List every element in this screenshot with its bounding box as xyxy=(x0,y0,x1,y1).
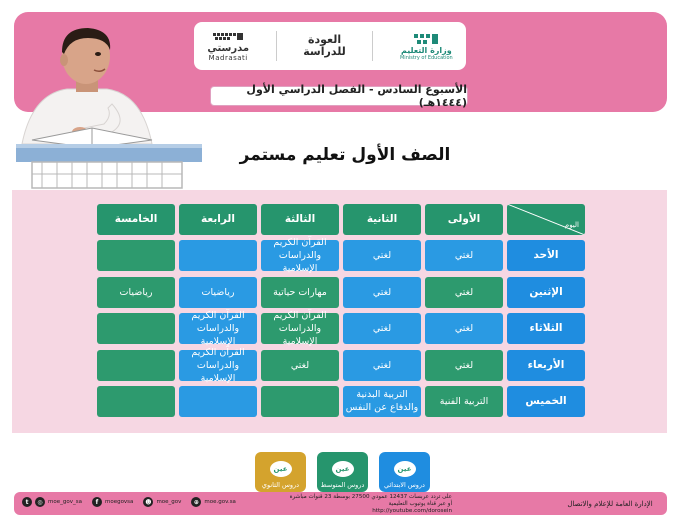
subject-cell: لغتي xyxy=(425,313,503,344)
ein-logo-icon: عين xyxy=(332,461,354,477)
ein-logo-icon: عين xyxy=(270,461,292,477)
ministry-emblem-icon xyxy=(412,32,440,46)
logo-divider xyxy=(372,31,373,61)
subject-cell: مهارات حياتية xyxy=(261,277,339,308)
subject-cell: القرآن الكريم والدراسات الإسلامية xyxy=(261,240,339,271)
schedule-grid xyxy=(98,204,585,418)
social-handle: moe_gov xyxy=(156,499,182,505)
subject-cell: رياضيات xyxy=(97,277,175,308)
contact-line: على تردد عربسات 12437 عمودي 27500 بوسطة 23 قنوات مباشرة xyxy=(289,494,452,500)
period-header: الأولى xyxy=(425,204,503,235)
logo-divider xyxy=(276,31,277,61)
snapchat-icon: ☻ xyxy=(145,498,152,506)
period-header: الثالثة xyxy=(261,204,339,235)
ministry-signature: الإدارة العامة للإعلام والاتصال xyxy=(567,500,653,508)
subject-cell: لغتي xyxy=(343,277,421,308)
social-handle: moe.gov.sa xyxy=(204,499,236,505)
apps-row xyxy=(255,452,430,492)
subject-cell: لغتي xyxy=(261,350,339,381)
subject-cell: القرآن الكريم والدراسات الإسلامية xyxy=(179,350,257,381)
logos-card xyxy=(194,22,466,70)
student-illustration xyxy=(12,24,202,190)
subject-cell: لغتي xyxy=(425,240,503,271)
subject-cell: لغتي xyxy=(343,313,421,344)
twitter-icon: t xyxy=(22,497,32,507)
social-handle: moegovsa xyxy=(104,499,134,505)
subject-cell: لغتي xyxy=(343,240,421,271)
back-to-school-logo xyxy=(303,34,346,58)
subject-cell xyxy=(97,313,175,344)
subject-cell: لغتي xyxy=(343,350,421,381)
social-web[interactable] xyxy=(191,497,236,507)
madrasati-logo xyxy=(207,31,249,62)
day-cell: الأحد xyxy=(507,240,585,271)
social-twitter[interactable] xyxy=(22,497,82,507)
subject-cell: التربية البدنية والدفاع عن النفس xyxy=(343,386,421,417)
ministry-logo xyxy=(400,32,453,61)
app-card-secondary[interactable] xyxy=(255,452,306,492)
subject-cell: القرآن الكريم والدراسات الإسلامية xyxy=(179,313,257,344)
day-cell: الأربعاء xyxy=(507,350,585,381)
period-header: الرابعة xyxy=(179,204,257,235)
web-icon: ⊕ xyxy=(191,497,201,507)
subject-cell: رياضيات xyxy=(179,277,257,308)
subject-cell xyxy=(179,240,257,271)
ein-logo-icon: عين xyxy=(394,461,416,477)
day-cell: الإثنين xyxy=(507,277,585,308)
subject-cell xyxy=(261,386,339,417)
back-to-school-line2: للدراسة xyxy=(303,45,346,58)
subject-cell xyxy=(97,240,175,271)
subject-cell xyxy=(97,386,175,417)
instagram-icon: ◎ xyxy=(35,497,45,507)
ministry-name-ar: وزارة التعليم xyxy=(400,45,452,55)
subject-cell xyxy=(97,350,175,381)
social-links xyxy=(22,497,236,507)
subject-cell xyxy=(179,386,257,417)
corner-day-label: اليوم xyxy=(564,221,579,229)
week-label: الأسبوع السادس - الفصل الدراسي الأول (١٤٤٤هـ) xyxy=(210,86,468,106)
contact-line: أو عبر قناة يوتيوب التعليمية xyxy=(388,501,452,507)
app-label: دروس الثانوي xyxy=(261,481,300,489)
day-cell: الخميس xyxy=(507,386,585,417)
back-to-school-line1: العودة xyxy=(307,33,342,46)
social-facebook[interactable] xyxy=(92,497,133,507)
app-label: دروس الابتدائي xyxy=(384,481,425,489)
subject-cell: لغتي xyxy=(425,277,503,308)
social-handle: moe_gov_sa xyxy=(48,499,82,505)
social-snapchat[interactable] xyxy=(143,497,181,507)
app-card-intermediate[interactable] xyxy=(317,452,368,492)
period-header: الخامسة xyxy=(97,204,175,235)
day-cell: الثلاثاء xyxy=(507,313,585,344)
subject-cell: لغتي xyxy=(425,350,503,381)
youtube-link[interactable]: http://youtube.com/dorosein xyxy=(372,508,452,514)
corner-cell xyxy=(507,204,585,235)
app-card-primary[interactable] xyxy=(379,452,430,492)
app-label: دروس المتوسط xyxy=(320,481,365,489)
subject-cell: التربية الفنية xyxy=(425,386,503,417)
madrasati-name-ar: مدرستي xyxy=(207,42,250,54)
contact-info xyxy=(262,494,452,515)
subject-cell: القرآن الكريم والدراسات الإسلامية xyxy=(261,313,339,344)
facebook-icon: f xyxy=(92,497,102,507)
page-title: الصف الأول تعليم مستمر xyxy=(239,145,451,165)
madrasati-pixel-icon xyxy=(211,31,245,43)
period-header: الثانية xyxy=(343,204,421,235)
ministry-name-en: Ministry of Education xyxy=(399,54,453,61)
madrasati-name-en: Madrasati xyxy=(208,53,248,62)
